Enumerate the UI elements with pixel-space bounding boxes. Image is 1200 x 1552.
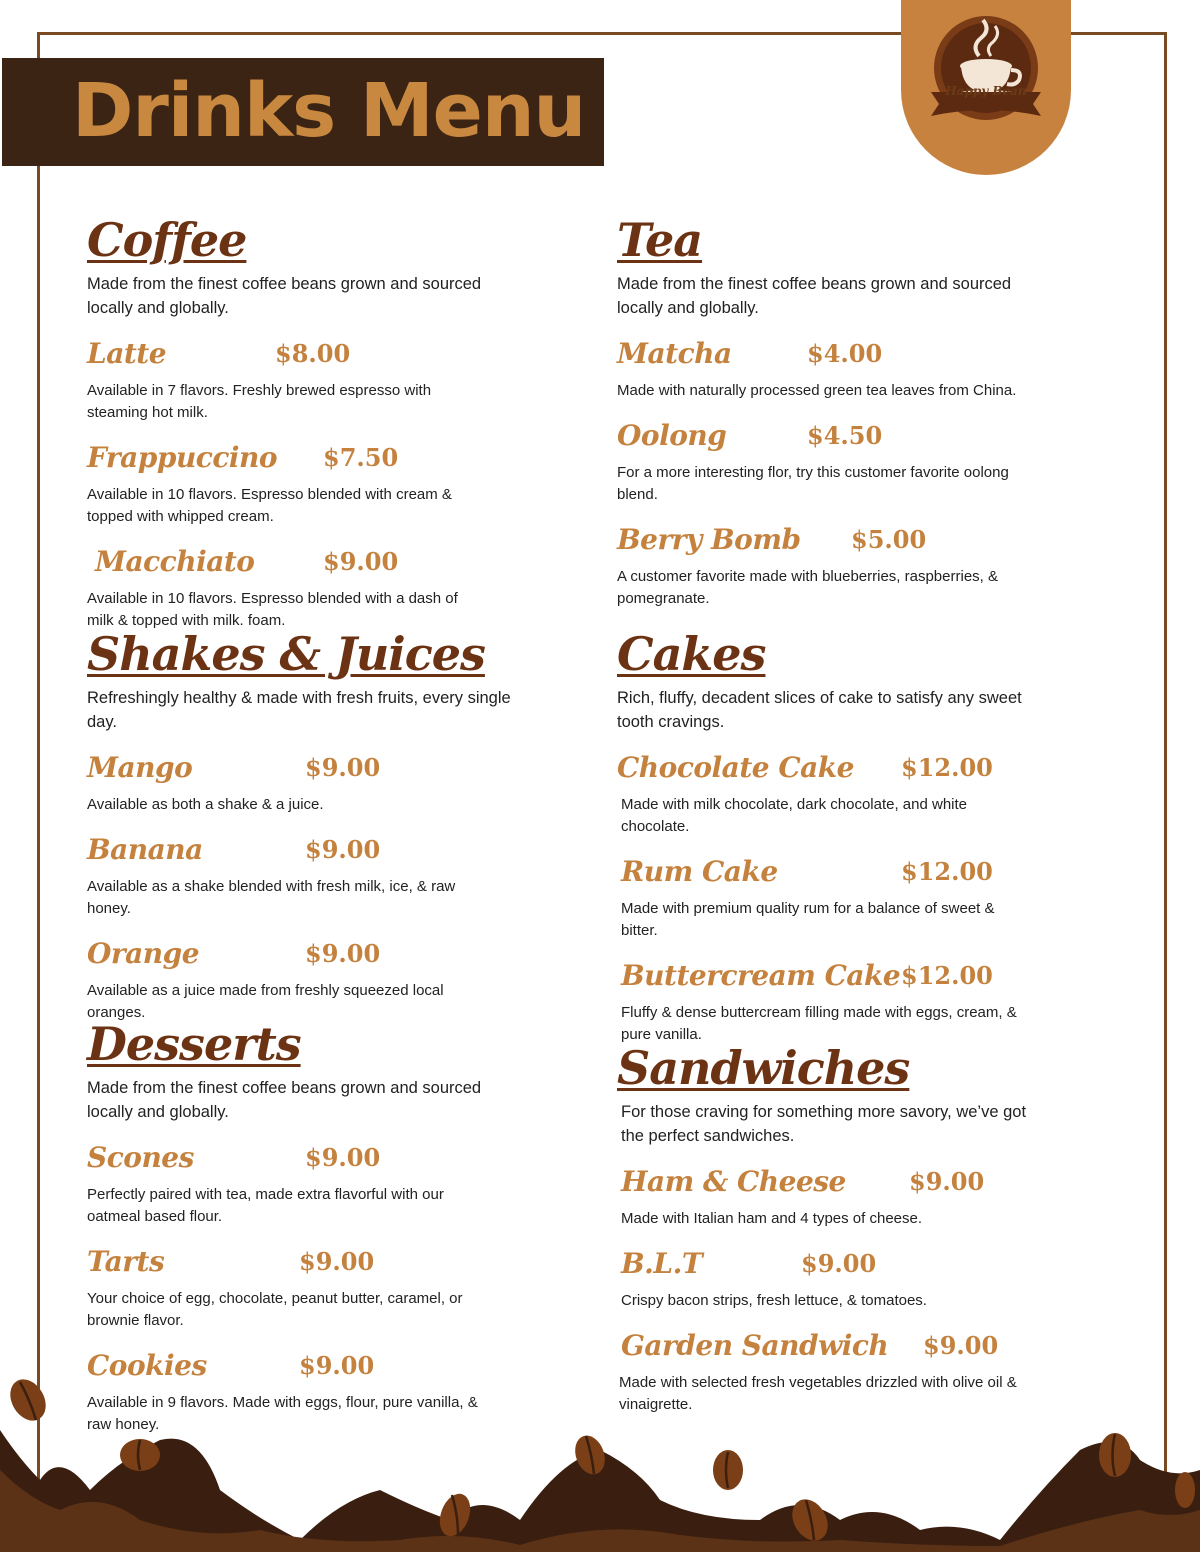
item-name: Chocolate Cake — [617, 751, 854, 784]
item-description: Made with naturally processed green tea leaves from China. — [617, 382, 1017, 399]
menu-item — [617, 520, 1077, 610]
item-description: Available as a shake blended with fresh milk, ice, & raw honey. — [87, 878, 456, 917]
page-title: Drinks Menu — [72, 68, 586, 154]
menu-item — [617, 1244, 1077, 1312]
item-name: Cookies — [87, 1349, 207, 1382]
menu-item — [617, 852, 1077, 942]
item-price: $4.50 — [807, 421, 883, 450]
item-description: Available as a juice made from freshly squeezed local oranges. — [87, 982, 444, 1021]
title-banner — [2, 58, 604, 166]
section-description: Made from the finest coffee beans grown and sourced locally and globally. — [87, 275, 482, 317]
section-description: For those craving for something more savory, we’ve got the perfect sandwiches. — [621, 1103, 1027, 1145]
item-name: Ham & Cheese — [621, 1165, 846, 1198]
section-title: Shakes & Juices — [87, 627, 485, 681]
item-name: Orange — [87, 937, 200, 970]
menu-item — [617, 1162, 1077, 1230]
menu-item — [87, 748, 547, 816]
item-name: Berry Bomb — [617, 523, 801, 556]
item-name: B.L.T — [621, 1247, 703, 1280]
section-title: Cakes — [617, 627, 766, 681]
menu-item — [87, 1138, 547, 1228]
item-description: Perfectly paired with tea, made extra flavorful with our oatmeal based flour. — [87, 1186, 444, 1225]
section-coffee — [87, 212, 547, 632]
section-title: Sandwiches — [617, 1041, 910, 1095]
item-name: Rum Cake — [621, 855, 778, 888]
section-title: Desserts — [87, 1017, 301, 1071]
menu-item — [87, 438, 547, 528]
menu-item — [87, 542, 547, 632]
section-shakes-juices — [87, 626, 547, 1024]
item-description: Available as both a shake & a juice. — [87, 796, 324, 813]
section-description: Made from the finest coffee beans grown and sourced locally and globally. — [87, 1079, 482, 1121]
section-title: Coffee — [87, 213, 247, 267]
item-description: Available in 10 flavors. Espresso blended with a dash of milk & topped with milk. foam. — [87, 590, 458, 629]
item-name: Matcha — [617, 337, 732, 370]
item-price: $9.00 — [323, 547, 399, 576]
menu-item — [87, 934, 547, 1024]
item-description: Available in 7 flavors. Freshly brewed espresso with steaming hot milk. — [87, 382, 432, 421]
section-tea — [617, 212, 1077, 610]
item-price: $8.00 — [275, 339, 351, 368]
item-name: Buttercream Cake — [621, 959, 901, 992]
item-price: $9.00 — [299, 1247, 375, 1276]
item-price: $9.00 — [299, 1351, 375, 1380]
menu-item — [617, 956, 1077, 1046]
item-price: $12.00 — [901, 753, 993, 782]
item-price: $9.00 — [305, 1143, 381, 1172]
item-description: Available in 9 flavors. Made with eggs, flour, pure vanilla, & raw honey. — [87, 1394, 478, 1433]
item-price: $12.00 — [901, 857, 993, 886]
item-description: Made with milk chocolate, dark chocolate, and white chocolate. — [621, 796, 968, 835]
item-name: Tarts — [87, 1245, 165, 1278]
item-name: Mango — [87, 751, 193, 784]
section-title: Tea — [617, 213, 703, 267]
item-description: A customer favorite made with blueberries, raspberries, & pomegranate. — [617, 568, 998, 607]
item-description: For a more interesting flor, try this customer favorite oolong blend. — [617, 464, 1009, 503]
section-description: Made from the finest coffee beans grown and sourced locally and globally. — [617, 275, 1012, 317]
section-cakes — [617, 626, 1077, 1046]
item-name: Banana — [87, 833, 203, 866]
item-price: $7.50 — [323, 443, 399, 472]
logo-tab — [901, 0, 1071, 175]
menu-item — [87, 334, 547, 424]
item-description: Fluffy & dense buttercream filling made with eggs, cream, & pure vanilla. — [621, 1004, 1017, 1043]
item-description: Your choice of egg, chocolate, peanut butter, caramel, or brownie flavor. — [87, 1290, 463, 1329]
menu-item — [617, 416, 1077, 506]
logo-text: Happy Bean — [945, 84, 1027, 98]
item-description: Made with Italian ham and 4 types of cheese. — [621, 1210, 923, 1227]
section-sandwiches — [617, 1040, 1077, 1416]
menu-item — [87, 1242, 547, 1332]
item-name: Frappuccino — [87, 441, 278, 474]
item-price: $9.00 — [909, 1167, 985, 1196]
item-description: Crispy bacon strips, fresh lettuce, & tomatoes. — [621, 1292, 927, 1309]
item-description: Made with premium quality rum for a balance of sweet & bitter. — [621, 900, 995, 939]
item-description: Available in 10 flavors. Espresso blended with cream & topped with whipped cream. — [87, 486, 452, 525]
item-name: Scones — [87, 1141, 194, 1174]
coffee-splash-decoration-icon — [0, 1370, 1200, 1552]
item-price: $9.00 — [305, 753, 381, 782]
section-description: Refreshingly healthy & made with fresh fruits, every single day. — [87, 689, 511, 731]
item-name: Macchiato — [95, 545, 255, 578]
item-name: Garden Sandwich — [621, 1329, 889, 1362]
item-price: $5.00 — [851, 525, 927, 554]
item-name: Oolong — [617, 419, 727, 452]
item-description: Made with selected fresh vegetables drizzled with olive oil & vinaigrette. — [619, 1374, 1017, 1413]
item-price: $9.00 — [923, 1331, 999, 1360]
menu-item — [617, 334, 1077, 402]
section-description: Rich, fluffy, decadent slices of cake to satisfy any sweet tooth cravings. — [617, 689, 1022, 731]
item-price: $9.00 — [305, 835, 381, 864]
item-name: Latte — [87, 337, 167, 370]
item-price: $4.00 — [807, 339, 883, 368]
menu-item — [87, 830, 547, 920]
item-price: $9.00 — [801, 1249, 877, 1278]
menu-item — [617, 748, 1077, 838]
item-price: $9.00 — [305, 939, 381, 968]
item-price: $12.00 — [901, 961, 993, 990]
